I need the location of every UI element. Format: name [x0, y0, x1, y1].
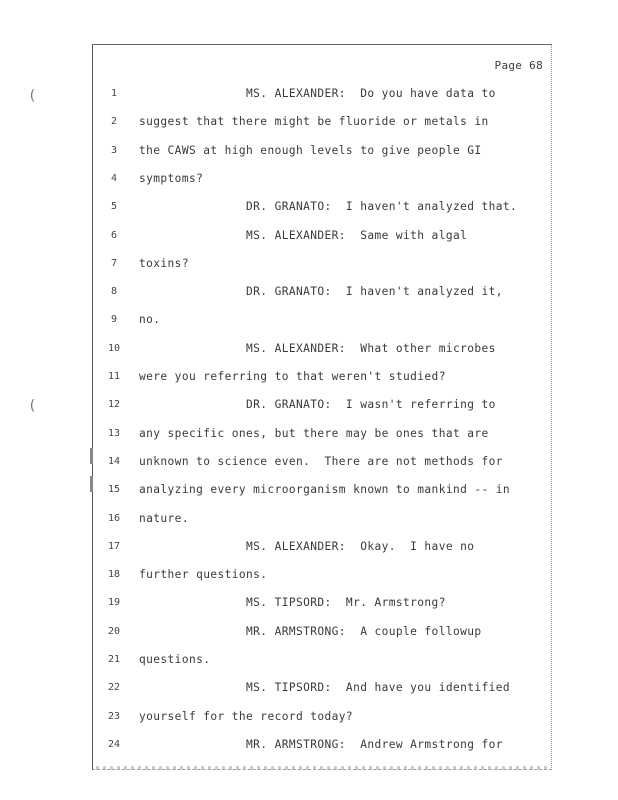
transcript-line: questions. — [139, 653, 211, 666]
transcript-page — [92, 44, 552, 770]
line-number: 24 — [107, 738, 121, 750]
transcript-line: MS. TIPSORD: And have you identified — [139, 681, 511, 695]
line-number: 19 — [107, 597, 121, 609]
transcript-line: MS. ALEXANDER: Same with algal — [139, 228, 468, 242]
transcript-line: further questions. — [139, 568, 268, 582]
transcript-line: toxins? — [139, 256, 189, 270]
line-number: 3 — [110, 144, 118, 156]
transcript-line: were you referring to that weren't studied? — [139, 370, 446, 383]
line-number: 13 — [107, 427, 121, 439]
transcript-line: MS. ALEXANDER: Okay. I have no — [139, 539, 475, 553]
line-number: 4 — [110, 172, 118, 184]
transcript-line: yourself for the record today? — [139, 709, 354, 723]
line-number: 5 — [110, 201, 118, 213]
transcript-line: DR. GRANATO: I haven't analyzed that. — [139, 200, 518, 214]
line-number: 8 — [110, 286, 118, 298]
line-number: 11 — [107, 371, 121, 382]
margin-scribble-icon: ( — [28, 398, 37, 414]
line-number: 22 — [107, 682, 121, 694]
page-number: Page 68 — [494, 59, 543, 72]
line-number: 20 — [107, 625, 121, 637]
transcript-line: unknown to science even. There are not methods for — [139, 454, 503, 468]
line-number: 7 — [110, 257, 118, 269]
line-number: 23 — [107, 710, 121, 722]
line-number: 12 — [107, 399, 121, 411]
line-number: 18 — [107, 569, 121, 581]
line-number: 2 — [110, 116, 118, 128]
transcript-line: analyzing every microorganism known to mankind -- in — [139, 483, 511, 497]
transcript-line: no. — [139, 313, 161, 327]
margin-tick-mark — [90, 476, 93, 492]
line-number: 1 — [110, 88, 118, 99]
transcript-line: symptoms? — [139, 171, 204, 185]
transcript-line: DR. GRANATO: I haven't analyzed it, — [139, 285, 503, 299]
line-number: 21 — [107, 654, 121, 665]
margin-tick-mark — [90, 448, 93, 464]
transcript-line: MS. ALEXANDER: Do you have data to — [139, 87, 496, 100]
transcript-line: MR. ARMSTRONG: A couple followup — [139, 624, 482, 638]
line-number: 17 — [107, 540, 121, 552]
transcript-line: MR. ARMSTRONG: Andrew Armstrong for — [139, 737, 503, 751]
line-number: 16 — [107, 512, 121, 524]
margin-scribble-icon: ( — [28, 88, 37, 104]
transcript-line: suggest that there might be fluoride or metals in — [139, 115, 489, 129]
scan-noise — [96, 766, 548, 770]
line-number: 15 — [107, 484, 121, 496]
transcript-line: the CAWS at high enough levels to give people GI — [139, 143, 482, 157]
line-number: 14 — [107, 455, 121, 467]
transcript-line: MS. TIPSORD: Mr. Armstrong? — [139, 596, 446, 610]
transcript-line: any specific ones, but there may be ones that are — [139, 426, 489, 440]
line-number: 6 — [110, 229, 118, 241]
transcript-line: MS. ALEXANDER: What other microbes — [139, 341, 496, 355]
line-number: 10 — [107, 342, 121, 354]
transcript-line: nature. — [139, 511, 189, 525]
line-number: 9 — [110, 314, 118, 326]
transcript-line: DR. GRANATO: I wasn't referring to — [139, 398, 496, 412]
